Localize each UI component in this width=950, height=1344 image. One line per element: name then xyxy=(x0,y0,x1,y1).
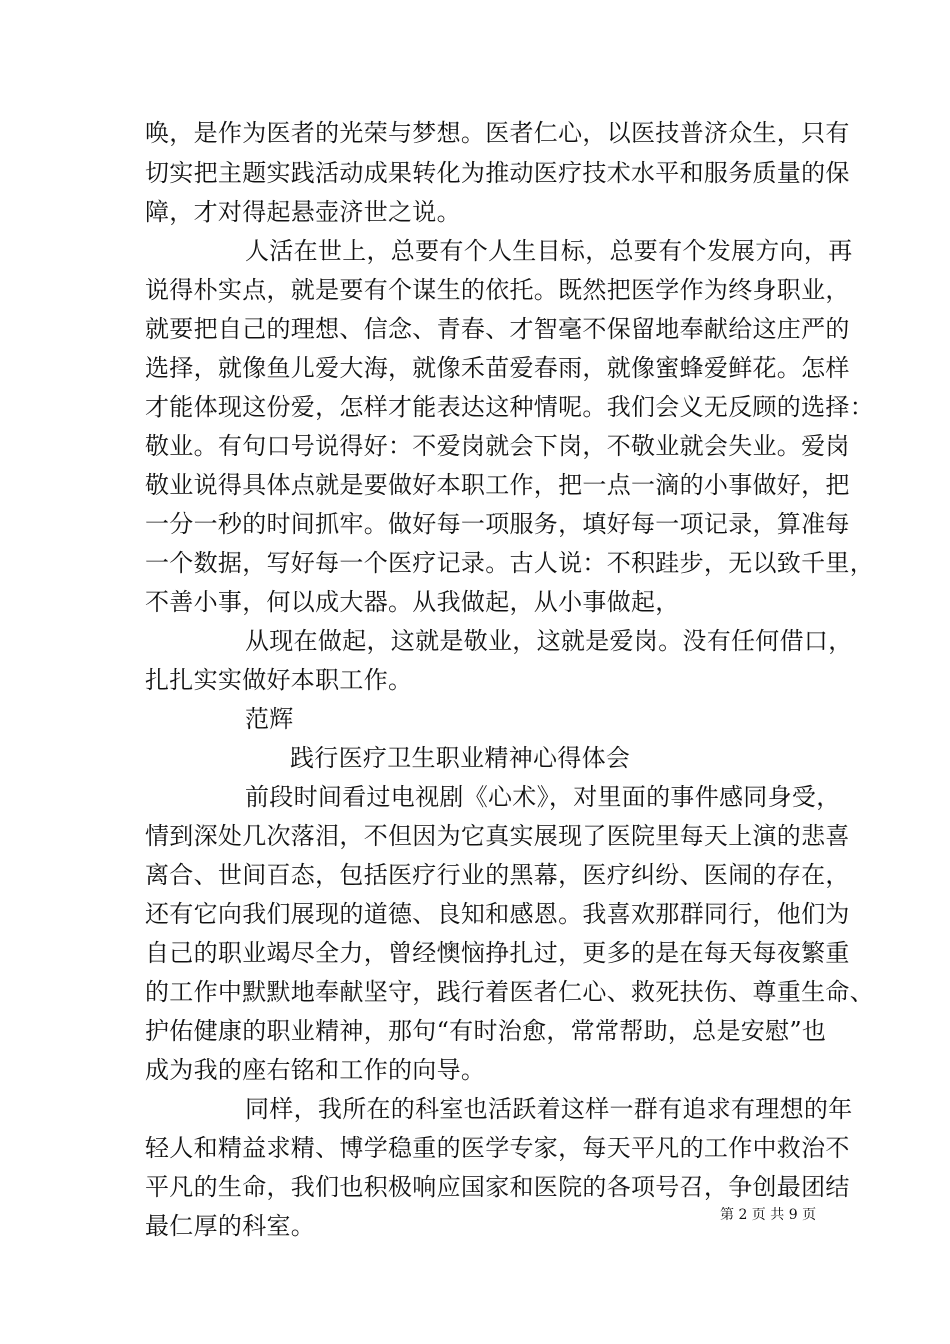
paragraph-line: 情到深处几次落泪，不但因为它真实展现了医院里每天上演的悲喜 xyxy=(145,822,850,850)
paragraph-line: 的工作中默默地奉献坚守，践行着医者仁心、救死扶伤、尊重生命、 xyxy=(145,978,874,1006)
paragraph-line: 敬业。有句口号说得好：不爱岗就会下岗，不敬业就会失业。爱岗 xyxy=(145,432,850,460)
paragraph-line: 选择，就像鱼儿爱大海，就像禾苗爱春雨，就像蜜蜂爱鲜花。怎样 xyxy=(145,354,850,382)
paragraph-line: 障，才对得起悬壶济世之说。 xyxy=(145,198,461,226)
paragraph-line: 敬业说得具体点就是要做好本职工作，把一点一滴的小事做好，把 xyxy=(145,471,850,499)
paragraph-line: 自己的职业竭尽全力，曾经懊恼挣扎过，更多的是在每天每夜繁重 xyxy=(145,939,850,967)
paragraph-line: 就要把自己的理想、信念、青春、才智毫不保留地奉献给这庄严的 xyxy=(145,315,850,343)
paragraph-line: 轻人和精益求精、博学稳重的医学专家，每天平凡的工作中救治不 xyxy=(145,1134,850,1162)
paragraph-line: 一个数据，写好每一个医疗记录。古人说：不积跬步，无以致千里， xyxy=(145,549,874,577)
article-title: 践行医疗卫生职业精神心得体会 xyxy=(290,744,631,772)
paragraph-line: 才能体现这份爱，怎样才能表达这种情呢。我们会义无反顾的选择： xyxy=(145,393,874,421)
paragraph-line: 一分一秒的时间抓牢。做好每一项服务，填好每一项记录，算准每 xyxy=(145,510,850,538)
page-footer: 第 2 页 共 9 页 xyxy=(720,1207,817,1223)
paragraph-line: 扎扎实实做好本职工作。 xyxy=(145,666,413,694)
paragraph-line: 平凡的生命，我们也积极响应国家和医院的各项号召，争创最团结 xyxy=(145,1173,850,1201)
paragraph-line: 唤，是作为医者的光荣与梦想。医者仁心，以医技普济众生，只有 xyxy=(145,119,850,147)
paragraph-line: 成为我的座右铭和工作的向导。 xyxy=(145,1056,486,1084)
paragraph-line: 最仁厚的科室。 xyxy=(145,1212,316,1240)
paragraph-line: 前段时间看过电视剧《心术》，对里面的事件感同身受， xyxy=(245,783,841,811)
paragraph-line: 同样，我所在的科室也活跃着这样一群有追求有理想的年 xyxy=(245,1095,853,1123)
paragraph-line: 说得朴实点，就是要有个谋生的依托。既然把医学作为终身职业， xyxy=(145,276,850,304)
paragraph-line: 护佑健康的职业精神，那句“有时治愈，常常帮助，总是安慰”也 xyxy=(145,1017,827,1045)
paragraph-line: 离合、世间百态，包括医疗行业的黑幕，医疗纠纷、医闹的存在， xyxy=(145,861,850,889)
author-name: 范辉 xyxy=(245,705,294,733)
paragraph-line: 还有它向我们展现的道德、良知和感恩。我喜欢那群同行，他们为 xyxy=(145,900,850,928)
paragraph-line: 不善小事，何以成大器。从我做起，从小事做起， xyxy=(145,588,680,616)
paragraph-line: 人活在世上，总要有个人生目标，总要有个发展方向，再 xyxy=(245,237,853,265)
paragraph-line: 从现在做起，这就是敬业，这就是爱岗。没有任何借口， xyxy=(245,627,853,655)
paragraph-line: 切实把主题实践活动成果转化为推动医疗技术水平和服务质量的保 xyxy=(145,159,850,187)
